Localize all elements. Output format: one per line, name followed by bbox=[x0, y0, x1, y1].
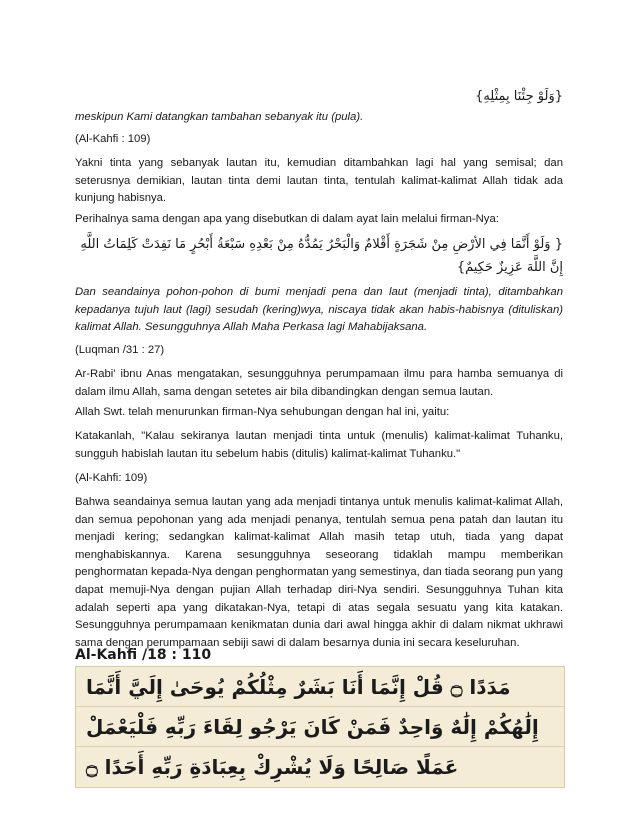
paragraph-6: Bahwa seandainya semua lautan yang ada menjadi tintanya untuk menulis kalimat-kalimat Allah, dan semua pepohonan yang ada menjadi penanya, tentulah semua pena patah dan lautan itu menjadi kering; sedangkan kalimat-kalimat Allah masih tetap utuh, tiada yang dapat menghabiskannya. Karena sesungguhnya seseorang tidaklah mampu memberikan penghormatan kepada-Nya dengan penghormatan yang semestinya, dan tiada seorang pun yang dapat memuji-Nya dengan pujian Allah terhadap diri-Nya sendiri. Sesungguhnya Tuhan kita adalah seperti apa yang dikatakan-Nya, tetapi di atas segala sesuatu yang kita katakan. Sesungguhnya perumpamaan kenikmatan dunia dari awal hingga akhir di dalam nikmat ukhrawi sama dengan perumpamaan sebiji sawi di dalam besarnya dunia ini secara keseluruhan. bbox=[75, 496, 563, 649]
paragraph-3: Ar-Rabi' ibnu Anas mengatakan, sesungguhnya perumpamaan ilmu para hamba semuanya di dalam ilmu Allah, sama dengan setetes air bila dibandingkan dengan semua lautan. bbox=[75, 368, 563, 398]
quran-calligraphy-image bbox=[75, 666, 565, 788]
paragraph-5: Katakanlah, "Kalau sekiranya lautan menjadi tinta untuk (menulis) kalimat-kalimat Tuhanku, sungguh habislah lautan itu sebelum habis (ditulis) kalimat-kalimat Tuhanku." bbox=[75, 430, 563, 460]
reference-1: (Al-Kahfi : 109) bbox=[75, 133, 151, 145]
translation-2: Dan seandainya pohon-pohon di bumi menjadi pena dan laut (menjadi tinta), ditambahkan kepadanya tujuh laut (lagi) sesudah (kering)wya, niscaya tidak akan habis-habisnya (dituliskan) kalimat Allah. Sesungguhnya Allah Maha Perkasa lagi Mahabijaksana. bbox=[75, 286, 563, 334]
reference-3: (Al-Kahfi: 109) bbox=[75, 472, 148, 484]
paragraph-2: Perihalnya sama dengan apa yang disebutkan di dalam ayat lain melalui firman-Nya: bbox=[75, 213, 499, 225]
calligraphy-line-1: مَدَدًا ۝ قُلْ إِنَّمَا أَنَا بَشَرٌ مِثْلُكُمْ يُوحَىٰ إِلَيَّ أَنَّمَا bbox=[76, 667, 564, 707]
translation-1: meskipun Kami datangkan tambahan sebanyak itu (pula). bbox=[75, 111, 364, 123]
arabic-top-phrase: {وَلَوْ جِئْنَا بِمِثْلِهِ} bbox=[475, 89, 563, 104]
paragraph-1: Yakni tinta yang sebanyak lautan itu, kemudian ditambahkan lagi hal yang semisal; dan seterusnya demikian, lautan tinta demi lautan tinta, tentulah kalimat-kalimat Allah tidak ada kunjung habisnya. bbox=[75, 157, 563, 205]
section-heading: Al-Kahfi /18 : 110 bbox=[75, 647, 212, 663]
arabic-verse: { وَلَوْ أَنَّمَا فِي الأرْضِ مِنْ شَجَرَةٍ أَقْلامٌ وَالْبَحْرُ يَمُدُّهُ مِنْ بَعْدِهِ سَبْعَةُ أَبْحُرٍ مَا نَفِدَتْ كَلِمَاتُ اللَّهِ إِنَّ اللَّهَ عَزِيزٌ حَكِيمٌ} bbox=[80, 237, 563, 275]
paragraph-4: Allah Swt. telah menurunkan firman-Nya sehubungan dengan hal ini, yaitu: bbox=[75, 406, 450, 418]
reference-2: (Luqman /31 : 27) bbox=[75, 344, 165, 356]
calligraphy-line-3: عَمَلًا صَالِحًا وَلَا يُشْرِكْ بِعِبَادَةِ رَبِّهِ أَحَدًا ۝ bbox=[86, 755, 459, 779]
calligraphy-line-2: إِلَٰهُكُمْ إِلَٰهٌ وَاحِدٌ فَمَنْ كَانَ يَرْجُو لِقَاءَ رَبِّهِ فَلْيَعْمَلْ bbox=[76, 707, 564, 747]
